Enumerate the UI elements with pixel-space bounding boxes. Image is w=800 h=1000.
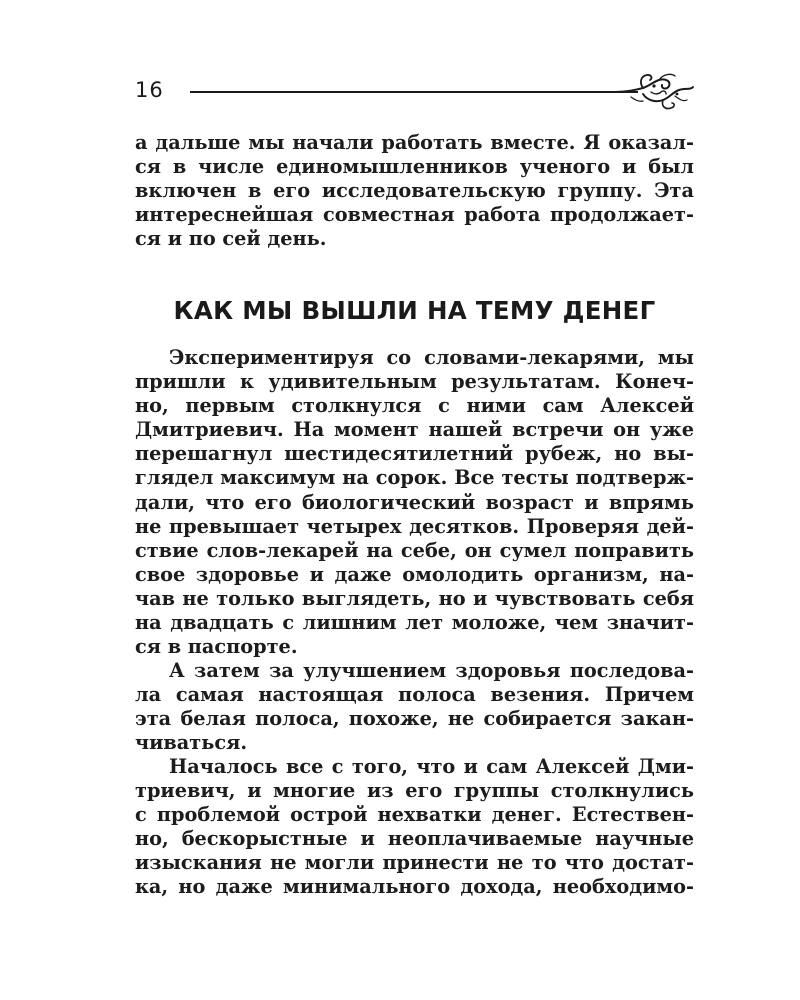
text-line: Дмитриевич. На момент нашей встречи он уже: [135, 418, 694, 442]
text-line: изыскания не могли принести не то что достат-: [135, 851, 694, 875]
text-line: но, бескорыстные и неоплачиваемые научные: [135, 827, 694, 851]
text-line: Началось все с того, что и сам Алексей Дми-: [169, 755, 694, 778]
text-line: чав не только выглядеть, но и чувствовать себя: [135, 586, 694, 610]
text-line: ся в паспорте.: [135, 635, 298, 659]
text-line: триевич, и многие из его группы столкнулись: [135, 779, 694, 803]
text-line: ся в числе единомышленников ученого и был: [135, 155, 694, 179]
text-line: не превышает четырех десятков. Проверяя дей-: [135, 514, 694, 538]
text-line: пришли к удивительным результатам. Конеч-: [135, 370, 694, 394]
text-line: на двадцать с лишним лет моложе, чем значит-: [135, 611, 694, 635]
text-line: ла самая настоящая полоса везения. Причем: [135, 683, 694, 707]
text-line: дали, что его биологический возраст и впрямь: [135, 490, 694, 514]
text-line: включен в его исследовательскую группу. Эта: [135, 179, 694, 203]
paragraph: [135, 346, 694, 659]
text-line: с проблемой острой нехватки денег. Естествен-: [135, 803, 694, 827]
text-line: Экспериментируя со словами-лекарями, мы: [169, 346, 694, 369]
text-line: эта белая полоса, похоже, не собирается закан-: [135, 707, 694, 731]
section-heading: КАК МЫ ВЫШЛИ НА ТЕМУ ДЕНЕГ: [173, 296, 656, 325]
text-line: ся и по сей день.: [135, 227, 327, 251]
running-header: [135, 72, 695, 112]
paragraph: [135, 659, 694, 755]
page-number: 16: [135, 78, 164, 102]
text-line: а дальше мы начали работать вместе. Я оказал-: [135, 131, 694, 154]
text-line: А затем за улучшением здоровья последова-: [169, 659, 694, 682]
text-line: ствие слов-лекарей на себе, он сумел поправить: [135, 538, 694, 562]
text-line: чиваться.: [135, 731, 248, 755]
text-line: глядел максимум на сорок. Все тесты подтверж-: [135, 466, 694, 490]
text-line: ка, но даже минимального дохода, необходимо-: [135, 875, 694, 899]
header-rule: [190, 91, 638, 93]
text-line: перешагнул шестидесятилетний рубеж, но вы-: [135, 442, 694, 466]
text-line: свое здоровье и даже омолодить организм, на-: [135, 562, 694, 586]
intro-paragraph: [135, 131, 694, 251]
text-line: интереснейшая совместная работа продолжает-: [135, 203, 694, 227]
paragraph: [135, 755, 694, 900]
swirl-flourish-icon: [613, 72, 695, 112]
text-line: но, первым столкнулся с ними сам Алексей: [135, 394, 694, 418]
